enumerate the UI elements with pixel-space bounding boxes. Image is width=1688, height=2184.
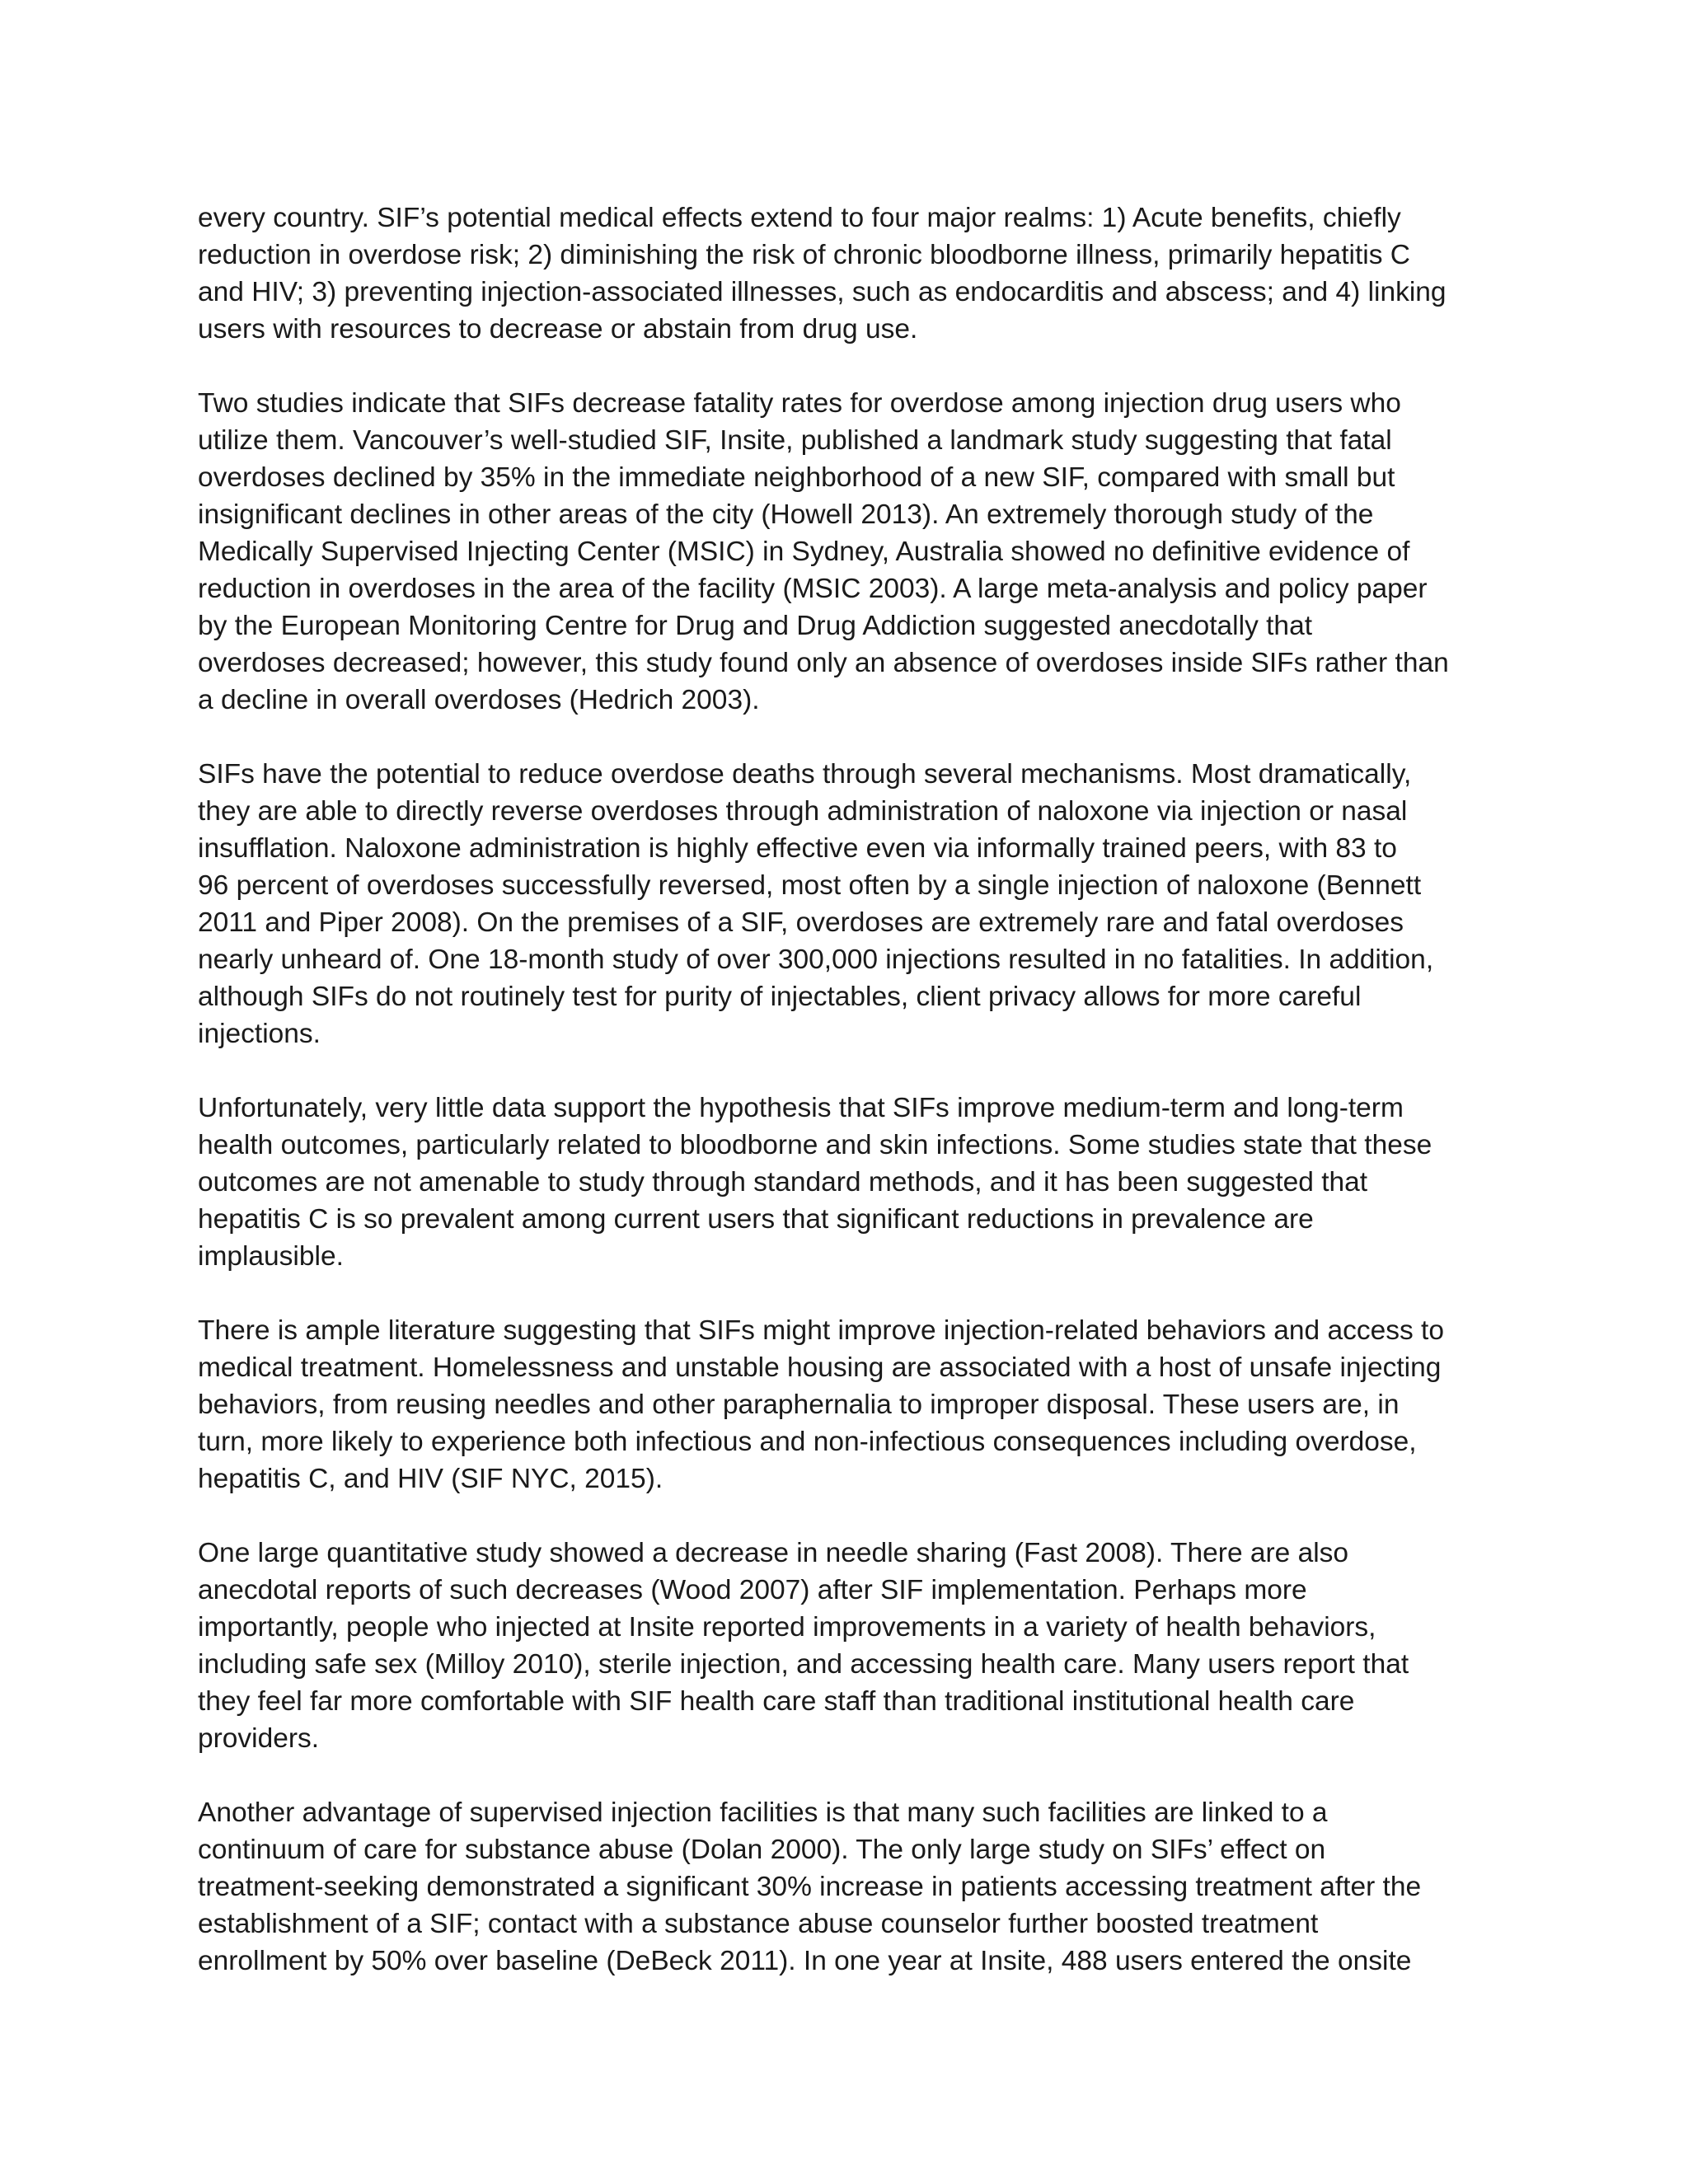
paragraph-long-term-outcomes — [198, 1090, 1496, 1275]
text-line: One large quantitative study showed a decrease in needle sharing (Fast 2008). There are also — [198, 1538, 1349, 1568]
text-line: they feel far more comfortable with SIF health care staff than traditional institutional health care — [198, 1686, 1355, 1717]
text-line: including safe sex (Milloy 2010), sterile injection, and accessing health care. Many users report that — [198, 1649, 1409, 1680]
text-line: 96 percent of overdoses successfully reversed, most often by a single injection of naloxone (Bennett — [198, 870, 1422, 901]
text-line: by the European Monitoring Centre for Drug and Drug Addiction suggested anecdotally that — [198, 611, 1313, 641]
text-line: hepatitis C, and HIV (SIF NYC, 2015). — [198, 1464, 663, 1494]
text-line: reduction in overdoses in the area of the facility (MSIC 2003). A large meta-analysis and policy paper — [198, 574, 1428, 604]
text-line: Two studies indicate that SIFs decrease fatality rates for overdose among injection drug users who — [198, 388, 1401, 419]
paragraph-overdose-mechanisms — [198, 756, 1496, 1052]
text-line: There is ample literature suggesting that SIFs might improve injection-related behaviors and access to — [198, 1315, 1444, 1346]
text-line: providers. — [198, 1723, 320, 1754]
text-line: treatment-seeking demonstrated a significant 30% increase in patients accessing treatment after the — [198, 1872, 1422, 1902]
text-line: utilize them. Vancouver’s well-studied SIF, Insite, published a landmark study suggesting that fatal — [198, 425, 1392, 456]
text-line: importantly, people who injected at Insite reported improvements in a variety of health behaviors, — [198, 1612, 1376, 1643]
text-line: nearly unheard of. One 18-month study of over 300,000 injections resulted in no fatalities. In addition, — [198, 944, 1434, 975]
text-line: anecdotal reports of such decreases (Wood 2007) after SIF implementation. Perhaps more — [198, 1575, 1307, 1605]
text-line: hepatitis C is so prevalent among current users that significant reductions in prevalence are — [198, 1204, 1314, 1235]
text-line: users with resources to decrease or abstain from drug use. — [198, 314, 918, 344]
text-line: injections. — [198, 1019, 321, 1049]
text-line: continuum of care for substance abuse (Dolan 2000). The only large study on SIFs’ effect on — [198, 1835, 1326, 1865]
text-line: and HIV; 3) preventing injection-associated illnesses, such as endocarditis and abscess; and 4) linking — [198, 277, 1447, 307]
text-line: behaviors, from reusing needles and other paraphernalia to improper disposal. These users are, in — [198, 1390, 1400, 1420]
paragraph-injection-behaviors — [198, 1312, 1496, 1497]
text-line: overdoses decreased; however, this study found only an absence of overdoses inside SIFs rather than — [198, 648, 1449, 678]
text-line: overdoses declined by 35% in the immediate neighborhood of a new SIF, compared with small but — [198, 462, 1395, 493]
text-line: although SIFs do not routinely test for purity of injectables, client privacy allows for more careful — [198, 982, 1362, 1012]
text-line: Unfortunately, very little data support the hypothesis that SIFs improve medium-term and long-term — [198, 1093, 1404, 1123]
text-line: every country. SIF’s potential medical effects extend to four major realms: 1) Acute benefits, chiefly — [198, 203, 1401, 233]
paragraph-continuum-of-care — [198, 1794, 1496, 1980]
paragraph-medical-effects — [198, 199, 1496, 348]
text-line: turn, more likely to experience both infectious and non-infectious consequences including overdose, — [198, 1427, 1417, 1457]
text-line: establishment of a SIF; contact with a substance abuse counselor further boosted treatment — [198, 1909, 1319, 1939]
text-line: implausible. — [198, 1241, 344, 1272]
text-line: they are able to directly reverse overdoses through administration of naloxone via injection or nasal — [198, 796, 1408, 827]
paragraph-overdose-fatality-studies — [198, 385, 1496, 719]
text-line: SIFs have the potential to reduce overdose deaths through several mechanisms. Most dramatically, — [198, 759, 1412, 790]
document-body — [198, 199, 1496, 1980]
text-line: insufflation. Naloxone administration is highly effective even via informally trained peers, with 83 to — [198, 833, 1397, 864]
text-line: insignificant declines in other areas of the city (Howell 2013). An extremely thorough study of the — [198, 499, 1374, 530]
text-line: Another advantage of supervised injection facilities is that many such facilities are linked to a — [198, 1797, 1328, 1828]
text-line: Medically Supervised Injecting Center (MSIC) in Sydney, Australia showed no definitive evidence of — [198, 537, 1410, 567]
text-line: reduction in overdose risk; 2) diminishing the risk of chronic bloodborne illness, primarily hepatitis C — [198, 240, 1410, 270]
text-line: health outcomes, particularly related to bloodborne and skin infections. Some studies state that these — [198, 1130, 1432, 1160]
text-line: a decline in overall overdoses (Hedrich 2003). — [198, 685, 760, 715]
paragraph-needle-sharing — [198, 1535, 1496, 1757]
text-line: outcomes are not amenable to study through standard methods, and it has been suggested that — [198, 1167, 1368, 1197]
text-line: enrollment by 50% over baseline (DeBeck 2011). In one year at Insite, 488 users entered the onsite — [198, 1946, 1412, 1976]
text-line: 2011 and Piper 2008). On the premises of a SIF, overdoses are extremely rare and fatal overdoses — [198, 907, 1404, 938]
text-line: medical treatment. Homelessness and unstable housing are associated with a host of unsafe injecting — [198, 1352, 1442, 1383]
